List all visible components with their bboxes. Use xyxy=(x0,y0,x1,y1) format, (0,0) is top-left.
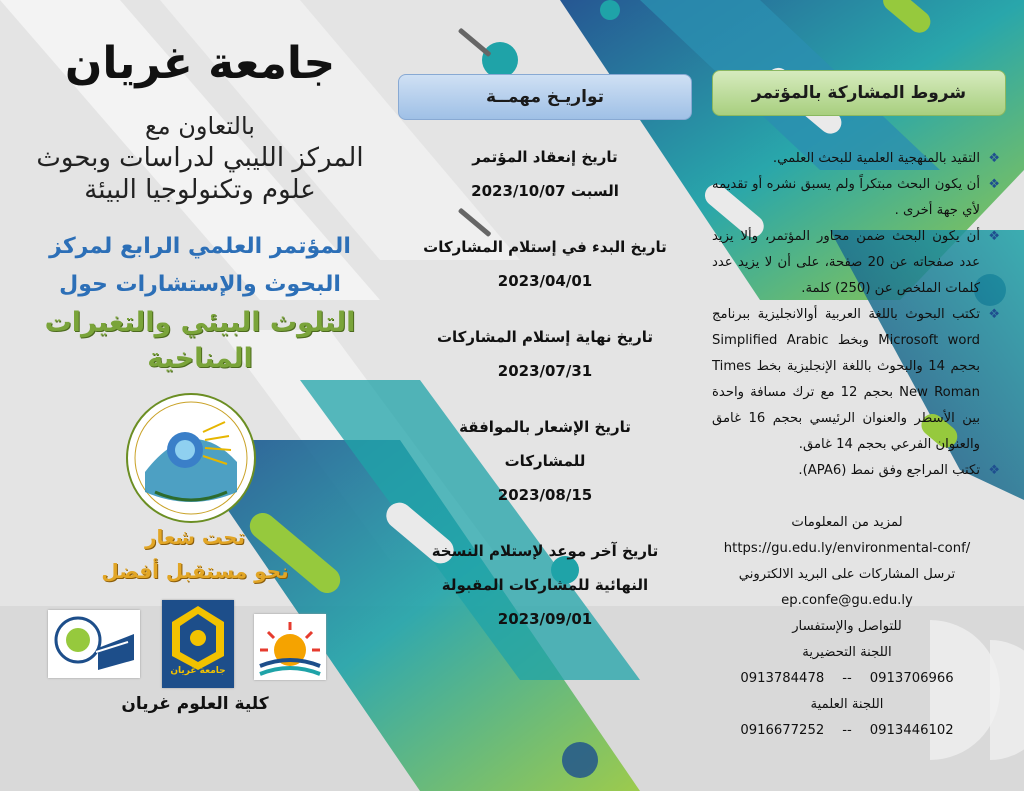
date-value: 2023/04/01 xyxy=(497,272,593,290)
phone-number[interactable]: 0913784478 xyxy=(740,671,825,686)
university-logo-text: جامعة غريان xyxy=(170,666,226,676)
more-info-label: لمزيد من المعلومات xyxy=(791,515,903,530)
left-panel xyxy=(0,0,400,791)
email-note: ترسل المشاركات على البريد الالكتروني xyxy=(738,567,956,582)
condition-text: أن يكون البحث مبتكراً ولم يسبق نشره أو تقديمه لأي جهة أخرى . xyxy=(712,177,980,218)
conference-line: المؤتمر العلمي الرابع لمركز xyxy=(49,234,351,259)
date-label: تاريخ نهاية إستلام المشاركات xyxy=(436,328,654,346)
email-link[interactable]: ep.confe@gu.edu.ly xyxy=(781,593,913,608)
date-label: تاريخ الإشعار بالموافقة للمشاركات xyxy=(459,418,631,470)
conference-line: البحوث والإستشارات حول xyxy=(59,272,341,297)
collaboration-text xyxy=(20,110,380,206)
phone-number[interactable]: 0916677252 xyxy=(740,723,825,738)
conditions-header: شروط المشاركة بالمؤتمر xyxy=(712,70,1006,116)
faculty-name: كلية العلوم غريان xyxy=(121,694,269,714)
date-value: السبت 2023/10/07 xyxy=(471,182,619,200)
diamond-bullet-icon: ❖ xyxy=(988,307,1000,322)
phone-number[interactable]: 0913446102 xyxy=(869,723,954,738)
date-label: تاريخ البدء في إستلام المشاركات xyxy=(423,238,667,256)
website-link[interactable]: https://gu.edu.ly/environmental-conf/ xyxy=(723,541,971,556)
date-label: تاريخ إنعقاد المؤتمر xyxy=(472,148,618,166)
date-label: تاريخ آخر موعد لإستلام النسخة النهائية للمشاركات المقبولة xyxy=(431,542,659,594)
diamond-bullet-icon: ❖ xyxy=(988,177,1000,192)
condition-text: أن يكون البحث ضمن محاور المؤتمر، وألا يزيد عدد صفحاته عن 20 صفحة، على أن لا يزيد عدد كلمات الملخص عن (250) كلمة. xyxy=(712,229,980,296)
slogan xyxy=(60,520,330,588)
diamond-bullet-icon: ❖ xyxy=(988,463,1000,478)
condition-text: تكتب المراجع وفق نمط (APA6). xyxy=(798,463,980,478)
sun-logo-icon xyxy=(254,614,326,680)
communication-label: للتواصل والإستفسار xyxy=(792,619,902,634)
diamond-bullet-icon: ❖ xyxy=(988,229,1000,244)
sci-committee-label: اللجنة العلمية xyxy=(810,697,884,712)
date-value: 2023/08/15 xyxy=(497,486,593,504)
center-logo xyxy=(254,614,326,680)
phone-number[interactable]: 0913706966 xyxy=(869,671,954,686)
topic-line: التلوث البيئي والتغيرات xyxy=(44,307,356,338)
conference-title xyxy=(20,228,380,304)
date-value: 2023/09/01 xyxy=(497,610,593,628)
topic-line: المناخية xyxy=(147,343,253,374)
condition-text: تكتب البحوث باللغة العربية أوالانجليزية ببرنامج Microsoft word وبخط Simplified Arabic بحجم 14 والبحوث باللغة الإنجليزية بخط Times New Roman بحجم 12 مع ترك مسافة واحدة بين الأسطر والعنوان الرئيسي بحجم 16 غامق والعنوان الفرعي بحجم 14 غامق. xyxy=(712,307,981,452)
faculty-logo xyxy=(48,610,140,678)
phone-separator: -- xyxy=(842,671,852,686)
collab-line: المركز الليبي لدراسات وبحوث xyxy=(36,143,364,173)
collab-line: بالتعاون مع xyxy=(145,112,255,140)
collab-line: علوم وتكنولوجيا البيئة xyxy=(84,175,316,205)
conference-topic xyxy=(20,305,380,377)
prep-committee-label: اللجنة التحضيرية xyxy=(802,645,892,660)
date-value: 2023/07/31 xyxy=(497,362,593,380)
phone-separator: -- xyxy=(842,723,852,738)
slogan-line: نحو مستقبل أفضل xyxy=(101,559,289,583)
dates-header: تواريـخ مهمــة xyxy=(398,74,692,120)
university-logo xyxy=(162,600,234,688)
conference-emblem-icon xyxy=(125,392,257,524)
condition-text: التقيد بالمنهجية العلمية للبحث العلمي. xyxy=(772,151,980,166)
university-title: جامعة غريان xyxy=(64,38,336,89)
book-logo-icon xyxy=(48,610,140,678)
diamond-bullet-icon: ❖ xyxy=(988,151,1000,166)
slogan-line: تحت شعار xyxy=(144,525,246,549)
